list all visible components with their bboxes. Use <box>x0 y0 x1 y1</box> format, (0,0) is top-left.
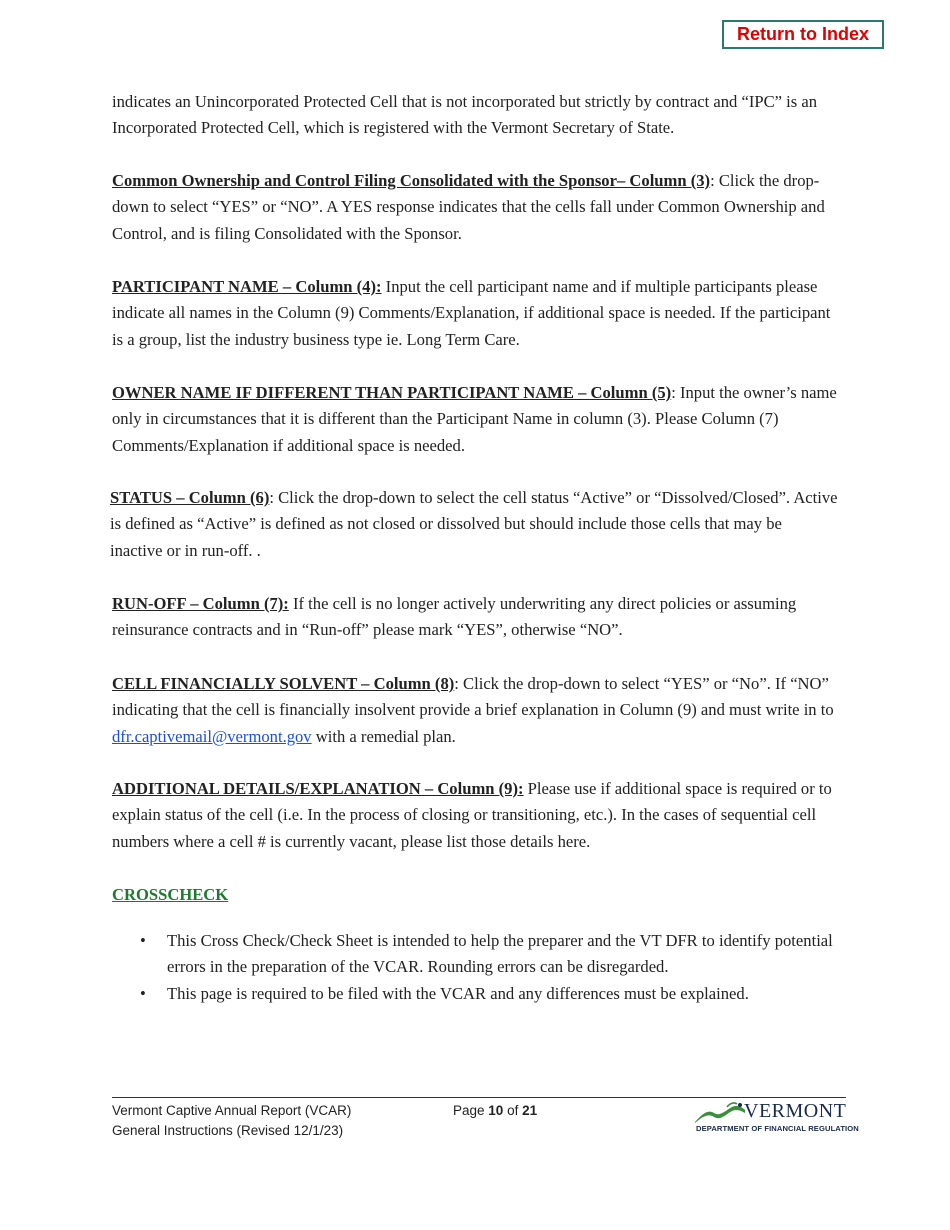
heading-participant-name: PARTICIPANT NAME – Column (4): <box>112 277 382 296</box>
heading-financially-solvent: CELL FINANCIALLY SOLVENT – Column (8) <box>112 674 455 693</box>
text-financially-solvent-b: with a remedial plan. <box>311 726 456 746</box>
text-participant-name: Input the cell participant name and if multiple participants please indicate all names in the Column (9) Comments/Explanation, if additional space is needed. If the participant is a group, list the industry business type ie. Long Term Care. <box>112 277 831 349</box>
page-mid: of <box>503 1103 523 1118</box>
footer-report-title: Vermont Captive Annual Report (VCAR) <box>112 1103 352 1118</box>
heading-run-off: RUN-OFF – Column (7): <box>112 594 289 613</box>
crosscheck-heading-block <box>112 882 840 908</box>
section-owner-name <box>112 380 840 459</box>
heading-status: STATUS – Column (6) <box>110 488 270 507</box>
page-prefix: Page <box>453 1103 489 1118</box>
footer-revision: General Instructions (Revised 12/1/23) <box>112 1123 344 1138</box>
paragraph-intro: indicates an Unincorporated Protected Cell that is not incorporated but strictly by contract and “IPC” is an Incorporated Protected Cell, which is registered with the Vermont Secretary of State. <box>112 92 818 138</box>
text-run-off: If the cell is no longer actively underwriting any direct policies or assuming reinsurance contracts and in “Run-off” please mark “YES”, otherwise “NO”. <box>112 594 797 640</box>
crosscheck-bullet-list <box>112 928 840 1007</box>
section-financially-solvent <box>112 671 840 750</box>
section-participant-name <box>112 274 840 353</box>
footer-page-number <box>453 1100 537 1121</box>
text-financially-solvent-a: : Click the drop-down to select “YES” or “No”. If “NO” indicating that the cell is financially insolvent provide a brief explanation in Column (9) and must write in to <box>112 674 834 720</box>
mountain-icon <box>694 1101 746 1123</box>
logo-wordmark: VERMONT <box>744 1100 847 1122</box>
text-common-ownership: : Click the drop-down to select “YES” or “NO”. A YES response indicates that the cells fall under Common Ownership and Control, and is filing Consolidated with the Sponsor. <box>112 171 825 243</box>
vermont-dfr-logo <box>694 1099 859 1139</box>
page-current: 10 <box>488 1103 504 1118</box>
logo-department: DEPARTMENT OF FINANCIAL REGULATION <box>696 1124 859 1133</box>
heading-additional-details: ADDITIONAL DETAILS/EXPLANATION – Column (9): <box>112 779 524 798</box>
text-owner-name: : Input the owner’s name only in circumstances that it is different than the Participant Name in column (3). Please Column (7) Comments/Explanation if additional space is needed. <box>112 383 837 455</box>
section-status <box>110 485 838 564</box>
bullet-text: This page is required to be filed with the VCAR and any differences must be explained. <box>167 983 749 1003</box>
section-common-ownership <box>112 168 840 247</box>
return-to-index-button[interactable]: Return to Index <box>722 20 884 49</box>
list-item <box>112 928 840 981</box>
bullet-icon: • <box>140 983 146 1003</box>
text-additional-details: Please use if additional space is required or to explain status of the cell (i.e. In the process of closing or transitioning, etc.). In the cases of sequential cell numbers where a cell # is currently vacant, please list those details here. <box>112 779 832 851</box>
heading-crosscheck: CROSSCHECK <box>112 885 229 904</box>
page-total: 21 <box>522 1103 538 1118</box>
email-link[interactable]: dfr.captivemail@vermont.gov <box>112 726 312 746</box>
section-additional-details <box>112 776 840 855</box>
footer-divider <box>112 1097 846 1098</box>
bullet-text: This Cross Check/Check Sheet is intended to help the preparer and the VT DFR to identify potential errors in the preparation of the VCAR. Rounding errors can be disregarded. <box>167 931 833 977</box>
heading-common-ownership: Common Ownership and Control Filing Consolidated with the Sponsor– Column (3) <box>112 171 711 190</box>
list-item <box>112 981 840 1007</box>
section-run-off <box>112 591 840 644</box>
text-status: : Click the drop-down to select the cell status “Active” or “Dissolved/Closed”. Active is defined as “Active” is defined as not closed or dissolved but should include those cells that may be inactive or in run-off. . <box>110 488 838 560</box>
heading-owner-name: OWNER NAME IF DIFFERENT THAN PARTICIPANT NAME – Column (5) <box>112 383 672 402</box>
bullet-icon: • <box>140 931 146 950</box>
